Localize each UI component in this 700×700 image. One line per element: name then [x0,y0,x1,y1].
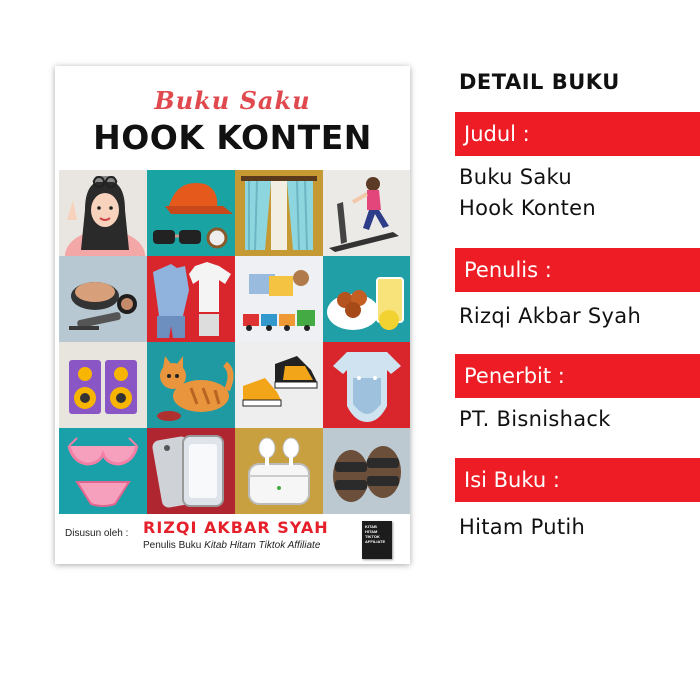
earbuds-icon [235,428,323,514]
treadmill-runner-icon [323,170,410,256]
byline-prefix: Disusun oleh : [65,528,129,539]
cover-subtitle: Buku Saku [154,86,311,115]
cat-icon [147,342,235,428]
penerbit-label: Penerbit : [455,354,700,398]
food-drink-icon [323,256,410,342]
curtains-icon [235,170,323,256]
clothes-icon [147,256,235,342]
isi-buku-value: Hitam Putih [459,515,586,539]
penulis-value: Rizqi Akbar Syah [459,304,642,328]
baby-romper-icon [323,342,410,428]
speakers-icon [59,342,147,428]
sneakers-icon [235,342,323,428]
product-illustration-grid [59,170,410,514]
mini-book-thumbnail: KITAB HITAM TIKTOK AFFILIATE [362,521,392,559]
cover-title: HOOK KONTEN [93,118,372,157]
penerbit-value: PT. Bisnishack [459,407,611,431]
judul-value-line1: Buku Saku [459,165,572,189]
smartphone-icon [147,428,235,514]
toys-icon [235,256,323,342]
sandals-icon [323,428,410,514]
judul-value-line2: Hook Konten [459,196,596,220]
isi-buku-label: Isi Buku : [455,458,700,502]
makeup-icon [59,256,147,342]
lingerie-icon [59,428,147,514]
book-cover-image [55,66,410,564]
hijab-woman-icon [59,170,147,256]
cover-author-name: RIZQI AKBAR SYAH [143,518,329,537]
cap-and-glasses-icon [147,170,235,256]
judul-label: Judul : [455,112,700,156]
cover-author-role: Penulis Buku Kitab Hitam Tiktok Affiliate [143,540,321,551]
detail-heading: DETAIL BUKU [459,70,620,94]
penulis-label: Penulis : [455,248,700,292]
